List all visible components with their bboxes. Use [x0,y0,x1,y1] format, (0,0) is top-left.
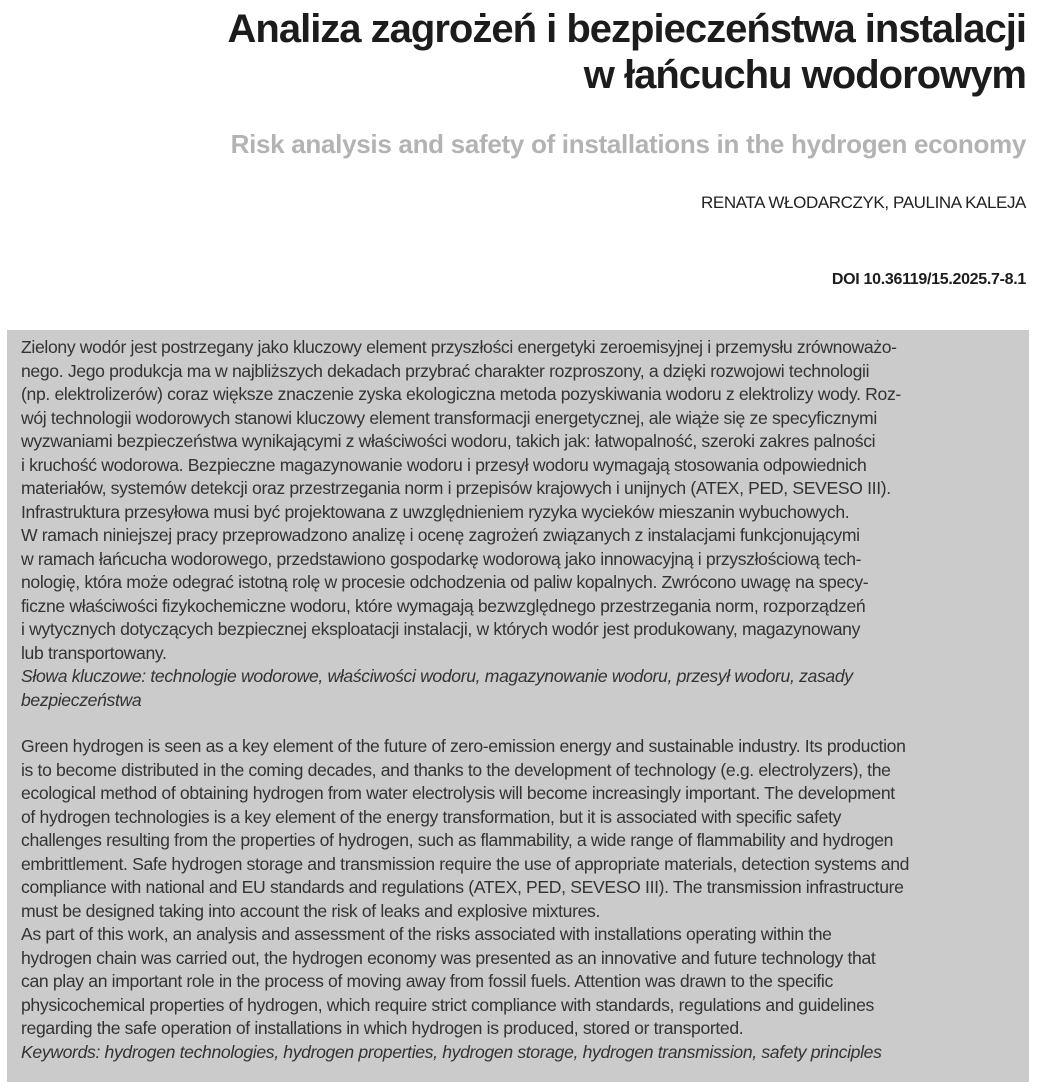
abstract-pl-line: w ramach łańcucha wodorowego, przedstawiono gospodarkę wodorową jako innowacyjną i przyszłościową tech- [21,548,862,569]
abstract-en-line: compliance with national and EU standards and regulations (ATEX, PED, SEVESO III). The transmission infrastructure [21,877,904,897]
abstract-pl-line: W ramach niniejszej pracy przeprowadzono analizę i ocenę zagrożeń związanych z instalacjami funkcjonującymi [21,525,860,545]
paragraph-gap [21,712,1019,735]
abstract-en-line: can play an important role in the process of moving away from fossil fuels. Attention was drawn to the specific [21,971,833,991]
article-title-pl-line1: Analiza zagrożeń i bezpieczeństwa instalacji [227,7,1026,51]
keywords-pl-line: bezpieczeństwa [21,689,142,710]
abstract-pl-line: nologię, która może odegrać istotną rolę w procesie odchodzenia od paliw kopalnych. Zwrócono uwagę na specy- [21,572,869,592]
abstract-pl-line: ficzne właściwości fizykochemiczne wodoru, które wymagają bezwzględnego przestrzegania norm, rozporządzeń [21,595,866,616]
abstract-en-line: Green hydrogen is seen as a key element of the future of zero-emission energy and sustainable industry. Its production [21,736,906,756]
abstract-pl-line: lub transportowany. [21,642,167,663]
abstract-en-line: is to become distributed in the coming decades, and thanks to the development of technology (e.g. electrolyzers), the [21,759,891,780]
abstract-en-line: physicochemical properties of hydrogen, which require strict compliance with standards, regulations and guidelines [21,994,874,1015]
abstract-pl-line: materiałów, systemów detekcji oraz przestrzegania norm i przepisów krajowych i unijnych (ATEX, PED, SEVESO III). [21,478,891,498]
abstract-en-line: regarding the safe operation of installations in which hydrogen is produced, stored or transported. [21,1018,744,1038]
abstract-pl [21,336,1019,665]
abstract-pl-line: Zielony wodór jest postrzegany jako kluczowy element przyszłości energetyki zeroemisyjnej i przemysłu zrównoważo- [21,337,897,357]
article-title-en: Risk analysis and safety of installations in the hydrogen economy [230,129,1026,159]
abstract-en-line: embrittlement. Safe hydrogen storage and transmission require the use of appropriate materials, detection systems and [21,853,910,874]
abstract-en-line: must be designed taking into account the risk of leaks and explosive mixtures. [21,900,601,921]
authors: RENATA WŁODARCZYK, PAULINA KALEJA [701,193,1026,212]
doi: DOI 10.36119/15.2025.7-8.1 [831,271,1026,288]
abstract-box [7,330,1029,1082]
abstract-en-line: challenges resulting from the properties of hydrogen, such as flammability, a wide range of flammability and hydrogen [21,830,894,850]
abstract-pl-line: wyzwaniami bezpieczeństwa wynikającymi z właściwości wodoru, takich jak: łatwopalność, szeroki zakres palności [21,431,876,451]
keywords-en [21,1041,1019,1065]
abstract-pl-line: i kruchość wodorowa. Bezpieczne magazynowanie wodoru i przesył wodoru wymagają stosowania odpowiednich [21,454,867,475]
abstract-pl-line: nego. Jego produkcja ma w najbliższych dekadach przybrać charakter rozproszony, a dzięki rozwojowi technologii [21,360,870,381]
keywords-pl [21,665,1019,712]
abstract-en-line: of hydrogen technologies is a key element of the energy transformation, but it is associated with specific safety [21,806,842,827]
abstract-pl-line: Infrastruktura przesyłowa musi być projektowana z uwzględnieniem ryzyka wycieków mieszanin wybuchowych. [21,501,850,522]
abstract-en [21,735,1019,1041]
abstract-en-line: ecological method of obtaining hydrogen from water electrolysis will become increasingly important. The development [21,783,895,803]
abstract-pl-line: wój technologii wodorowych stanowi kluczowy element transformacji energetycznej, ale wiąże się ze specyficznymi [21,407,877,428]
abstract-en-line: hydrogen chain was carried out, the hydrogen economy was presented as an innovative and future technology that [21,947,876,968]
abstract-pl-line: (np. elektrolizerów) coraz większe znaczenie zyska ekologiczna metoda pozyskiwania wodoru z elektrolizy wody. Roz- [21,384,901,404]
article-title-pl-line2: w łańcuchu wodorowym [583,53,1026,97]
keywords-en-line: Keywords: hydrogen technologies, hydrogen properties, hydrogen storage, hydrogen transmission, safety principles [21,1041,882,1062]
article-title-pl [26,6,1026,98]
abstract-en-line: As part of this work, an analysis and assessment of the risks associated with installations operating within the [21,924,832,944]
abstract-pl-line: i wytycznych dotyczących bezpiecznej eksploatacji instalacji, w których wodór jest produkowany, magazynowany [21,619,861,639]
keywords-pl-line: Słowa kluczowe: technologie wodorowe, właściwości wodoru, magazynowanie wodoru, przesył wodoru, zasady [21,666,853,686]
